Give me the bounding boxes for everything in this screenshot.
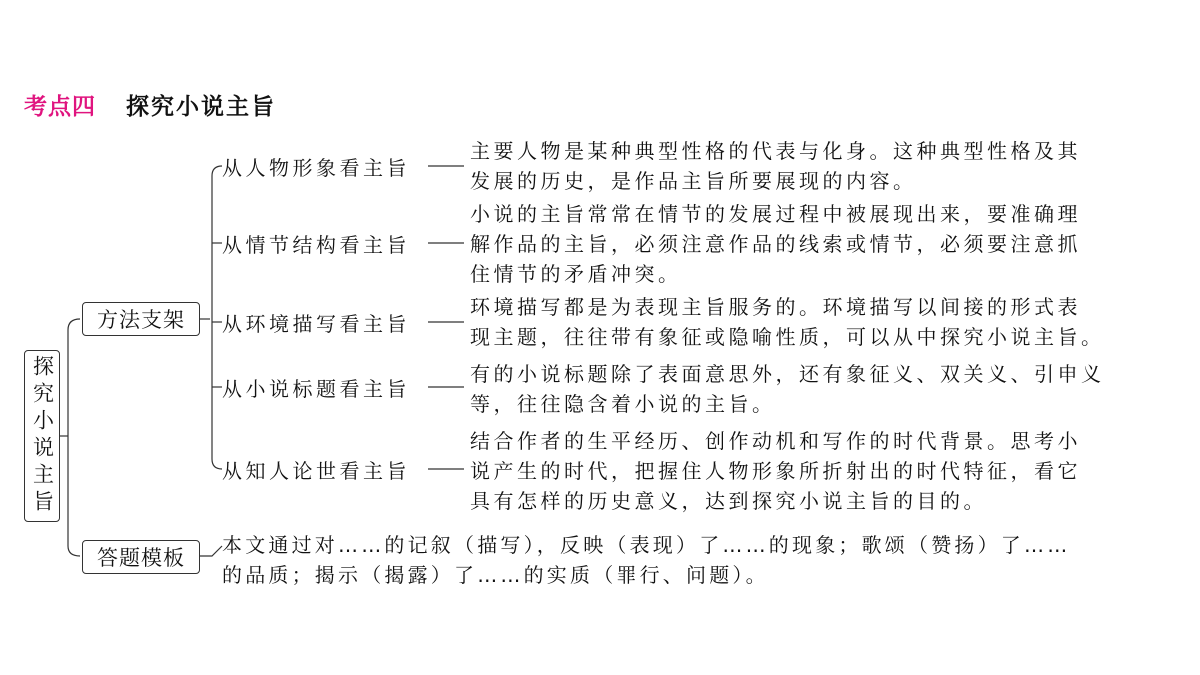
method-node [82,302,200,336]
desc-line: 说产生的时代，把握住人物形象所折射出的时代特征，看它 [470,459,1081,483]
section-topic: 探究小说主旨 [126,93,276,120]
leaf-environment: 从环境描写看主旨 [222,312,410,336]
desc-environment [470,292,1185,352]
leaf-context: 从知人论世看主旨 [222,459,410,483]
desc-line: 有的小说标题除了表面意思外，还有象征义、双关义、引申义 [470,362,1105,386]
desc-plot [470,199,1185,289]
root-label: 探究小说主旨 [30,355,55,517]
template-connector [200,546,222,556]
desc-line: 主要人物是某种典型性格的代表与化身。这种典型性格及其 [470,139,1081,163]
template-line: 本文通过对……的记叙（描写），反映（表现）了……的现象；歌颂（赞扬）了…… [222,533,1071,557]
desc-line: 具有怎样的历史意义，达到探究小说主旨的目的。 [470,489,987,513]
desc-line: 等，往往隐含着小说的主旨。 [470,392,776,416]
desc-character [470,136,1185,196]
leaf-title: 从小说标题看主旨 [222,377,410,401]
root-node [24,350,60,522]
method-bracket [212,166,222,469]
method-label: 方法支架 [97,308,185,332]
leaf-character: 从人物形象看主旨 [222,156,410,180]
desc-context [470,426,1185,516]
section-label: 考点四 [24,93,96,120]
desc-line: 解作品的主旨，必须注意作品的线索或情节，必须要注意抓 [470,232,1081,256]
desc-line: 环境描写都是为表现主旨服务的。环境描写以间接的形式表 [470,295,1081,319]
desc-title [470,359,1185,419]
desc-line: 发展的历史，是作品主旨所要展现的内容。 [470,169,917,193]
desc-line: 结合作者的生平经历、创作动机和写作的时代背景。思考小 [470,429,1081,453]
leaf-plot: 从情节结构看主旨 [222,233,410,257]
template-label: 答题模板 [97,546,185,570]
root-bracket [68,319,80,556]
template-text [222,530,1070,590]
template-node [82,540,200,574]
desc-line: 小说的主旨常常在情节的发展过程中被展现出来，要准确理 [470,202,1081,226]
template-line: 的品质；揭示（揭露）了……的实质（罪行、问题）。 [222,563,769,587]
desc-line: 住情节的矛盾冲突。 [470,262,682,286]
desc-line: 现主题，往往带有象征或隐喻性质，可以从中探究小说主旨。 [470,325,1105,349]
